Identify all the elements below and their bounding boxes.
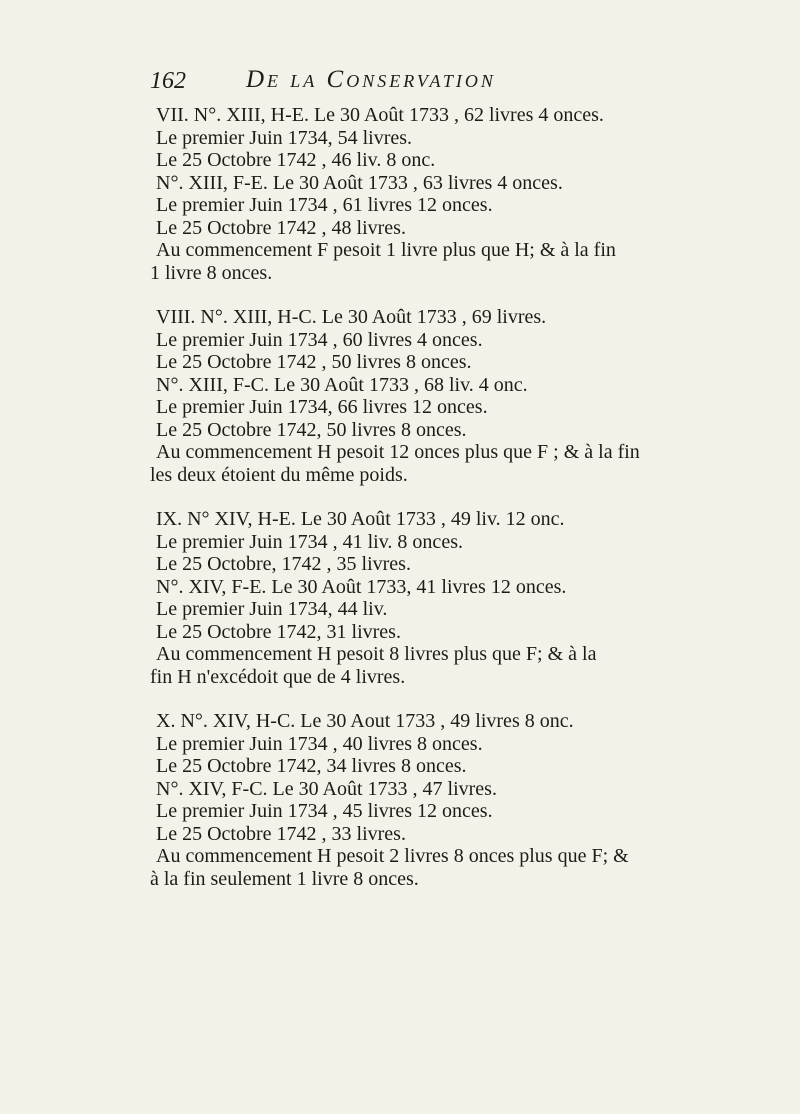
entry-x [150, 710, 670, 890]
entry-line: à la fin seulement 1 livre 8 onces. [150, 867, 419, 890]
entry-vii [150, 104, 670, 284]
entry-line: Le premier Juin 1734 , 40 livres 8 onces. [156, 732, 483, 755]
entry-line: IX. N° XIV, H-E. Le 30 Août 1733 , 49 liv. 12 onc. [156, 508, 565, 530]
entry-line: 1 livre 8 onces. [150, 261, 273, 284]
entry-line: Le premier Juin 1734 , 45 livres 12 onces. [156, 800, 493, 822]
entry-line: Le premier Juin 1734 , 41 liv. 8 onces. [156, 530, 463, 553]
entry-line: Au commencement F pesoit 1 livre plus que H; & à la fin [156, 239, 616, 261]
entry-line: Le premier Juin 1734, 44 liv. [156, 598, 388, 620]
entry-line: VII. N°. XIII, H-E. Le 30 Août 1733 , 62 livres 4 onces. [156, 104, 604, 126]
page-header [150, 66, 650, 100]
entry-line: les deux étoient du même poids. [150, 463, 408, 486]
entry-line: Le premier Juin 1734 , 61 livres 12 onces. [156, 194, 493, 216]
entry-line: N°. XIII, F-C. Le 30 Août 1733 , 68 liv. 4 onc. [156, 373, 528, 396]
entry-line: Le premier Juin 1734, 66 livres 12 onces. [156, 396, 488, 418]
entry-line: N°. XIV, F-C. Le 30 Août 1733 , 47 livres. [156, 777, 497, 800]
entry-line: Au commencement H pesoit 8 livres plus que F; & à la [156, 643, 597, 665]
entry-line: Le 25 Octobre 1742 , 46 liv. 8 onc. [156, 149, 436, 171]
entry-line: Au commencement H pesoit 12 onces plus que F ; & à la fin [156, 441, 640, 463]
entry-line: Le premier Juin 1734 , 60 livres 4 onces. [156, 328, 483, 351]
entry-ix [150, 508, 670, 688]
entry-viii [150, 306, 670, 486]
entry-line: Le premier Juin 1734, 54 livres. [156, 126, 413, 149]
entry-line: Le 25 Octobre 1742, 50 livres 8 onces. [156, 418, 467, 441]
entry-line: fin H n'excédoit que de 4 livres. [150, 665, 406, 688]
entry-line: Au commencement H pesoit 2 livres 8 onces plus que F; & [156, 845, 629, 867]
page-number: 162 [150, 68, 186, 94]
entry-line: Le 25 Octobre 1742 , 50 livres 8 onces. [156, 351, 472, 373]
entry-line: N°. XIII, F-E. Le 30 Août 1733 , 63 livres 4 onces. [156, 171, 563, 194]
entry-line: VIII. N°. XIII, H-C. Le 30 Août 1733 , 69 livres. [156, 306, 547, 328]
entry-line: Le 25 Octobre 1742, 31 livres. [156, 620, 401, 643]
entry-line: Le 25 Octobre, 1742 , 35 livres. [156, 553, 411, 575]
entry-line: Le 25 Octobre 1742, 34 livres 8 onces. [156, 755, 467, 777]
entry-line: N°. XIV, F-E. Le 30 Août 1733, 41 livres 12 onces. [156, 575, 567, 598]
entry-line: Le 25 Octobre 1742 , 48 livres. [156, 216, 406, 239]
entry-line: X. N°. XIV, H-C. Le 30 Aout 1733 , 49 livres 8 onc. [156, 710, 574, 732]
running-title: De la Conservation [246, 66, 496, 93]
page-body [150, 104, 670, 912]
entry-line: Le 25 Octobre 1742 , 33 livres. [156, 822, 406, 845]
